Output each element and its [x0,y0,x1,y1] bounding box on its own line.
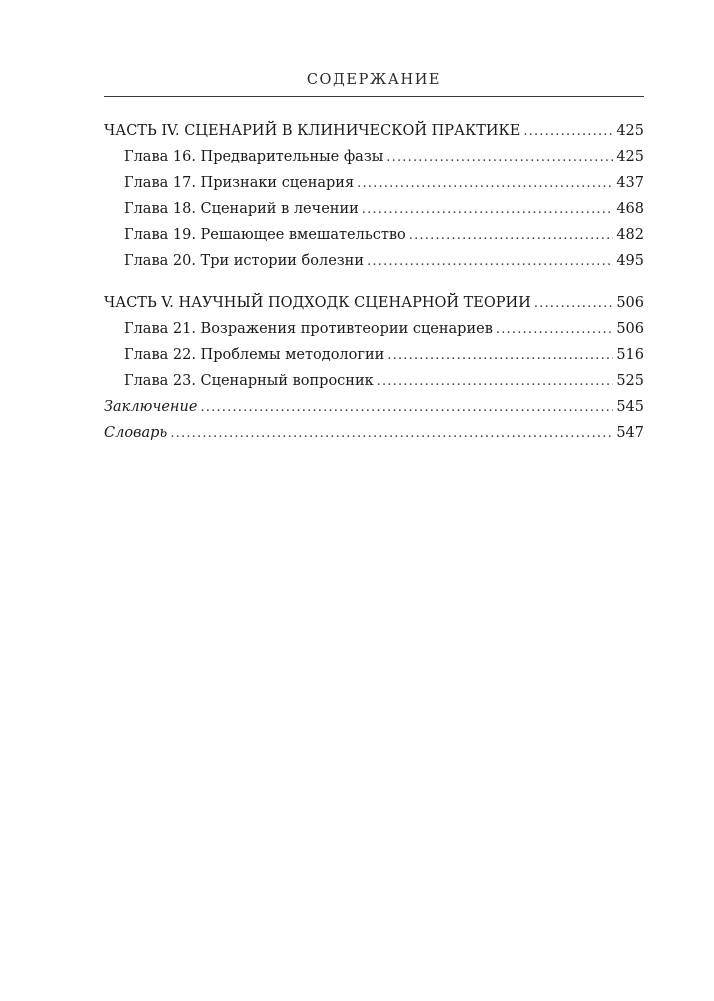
toc-entry-label: ЧАСТЬ IV. СЦЕНАРИЙ В КЛИНИЧЕСКОЙ ПРАКТИКЕ [104,123,521,139]
toc-entry-chapter-21[interactable] [104,316,644,342]
toc-entry-page: 547 [616,425,644,441]
toc-entry-label: Глава 17. Признаки сценария [124,175,355,191]
toc-entry-page: 425 [616,149,644,165]
toc-entry-label: Глава 22. Проблемы методологии [124,347,385,363]
toc-entry-label: Глава 16. Предварительные фазы [124,149,384,165]
dot-leader [409,223,614,249]
toc-entry-chapter-23[interactable] [104,368,644,394]
toc-entry-label: Глава 21. Возражения противтеории сценариев [124,321,493,337]
toc-entry-label: Глава 18. Сценарий в лечении [124,201,359,217]
toc-entry-page: 495 [616,253,644,269]
toc-entry-chapter-20[interactable] [104,248,644,274]
toc-entry-label: Словарь [104,425,168,441]
toc-entry-part-4[interactable] [104,118,644,144]
toc-entry-page: 425 [616,123,644,139]
toc-entry-page: 545 [616,399,644,415]
toc-entry-conclusion[interactable] [104,394,644,420]
table-of-contents [104,118,644,446]
dot-leader [170,421,613,447]
toc-entry-page: 516 [616,347,644,363]
toc-entry-chapter-16[interactable] [104,144,644,170]
toc-entry-label: Глава 20. Три истории болезни [124,253,365,269]
toc-entry-chapter-22[interactable] [104,342,644,368]
dot-leader [377,369,614,395]
toc-entry-chapter-19[interactable] [104,222,644,248]
toc-entry-page: 525 [616,373,644,389]
toc-entry-page: 437 [616,175,644,191]
dot-leader [200,395,613,421]
dot-leader [534,291,614,317]
dot-leader [367,249,613,275]
dot-leader [387,343,613,369]
toc-entry-label: Глава 23. Сценарный вопросник [124,373,374,389]
toc-entry-chapter-17[interactable] [104,170,644,196]
running-head: СОДЕРЖАНИЕ [306,72,442,88]
dot-leader [362,197,614,223]
toc-entry-page: 482 [616,227,644,243]
dot-leader [523,119,613,145]
toc-entry-label: ЧАСТЬ V. НАУЧНЫЙ ПОДХОДК СЦЕНАРНОЙ ТЕОРИИ [104,295,531,311]
dot-leader [386,145,613,171]
toc-entry-page: 506 [616,321,644,337]
toc-entry-chapter-18[interactable] [104,196,644,222]
header-rule [104,96,644,97]
dot-leader [496,317,613,343]
toc-entry-part-5[interactable] [104,290,644,316]
toc-entry-page: 468 [616,201,644,217]
toc-entry-glossary[interactable] [104,420,644,446]
dot-leader [357,171,613,197]
toc-entry-label: Заключение [104,399,198,415]
toc-entry-page: 506 [616,295,644,311]
toc-entry-label: Глава 19. Решающее вмешательство [124,227,406,243]
